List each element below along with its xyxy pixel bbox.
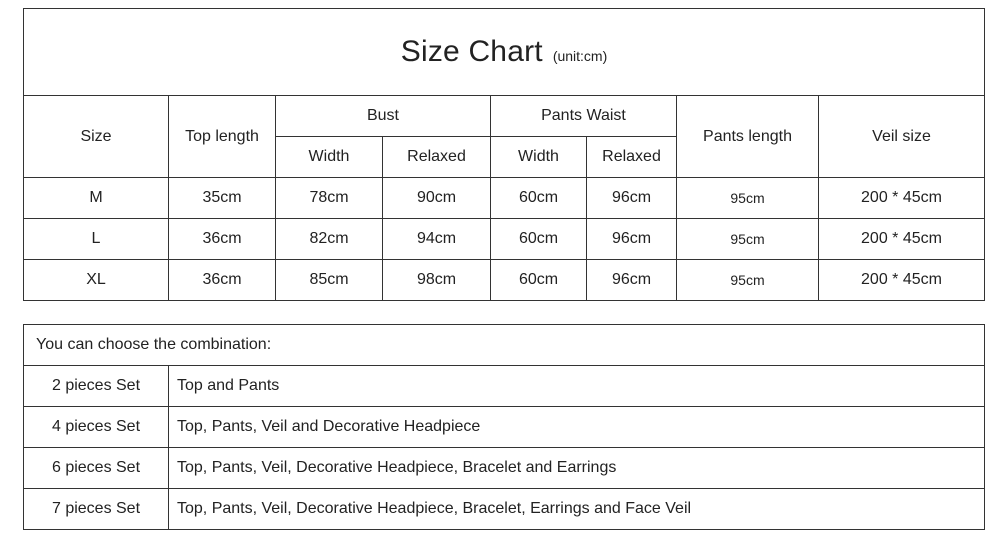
cell-top-length: 36cm xyxy=(169,260,276,301)
combination-row xyxy=(24,448,985,489)
cell-top-length: 36cm xyxy=(169,219,276,260)
cell-waist-relaxed: 96cm xyxy=(587,260,677,301)
cell-top-length: 35cm xyxy=(169,178,276,219)
header-top-length: Top length xyxy=(169,96,276,178)
table-row xyxy=(24,178,985,219)
header-pants-length: Pants length xyxy=(677,96,819,178)
combination-set-contents: Top, Pants, Veil, Decorative Headpiece, Bracelet, Earrings and Face Veil xyxy=(169,489,985,530)
combination-set-contents: Top, Pants, Veil and Decorative Headpiece xyxy=(169,407,985,448)
cell-size: M xyxy=(24,178,169,219)
combination-set-contents: Top and Pants xyxy=(169,366,985,407)
header-waist-relaxed: Relaxed xyxy=(587,137,677,178)
combination-title: You can choose the combination: xyxy=(24,325,985,366)
cell-bust-width: 78cm xyxy=(276,178,383,219)
combination-set-name: 4 pieces Set xyxy=(24,407,169,448)
cell-bust-relaxed: 90cm xyxy=(383,178,491,219)
header-pants-waist: Pants Waist xyxy=(491,96,677,137)
header-size: Size xyxy=(24,96,169,178)
header-bust-relaxed: Relaxed xyxy=(383,137,491,178)
combination-row xyxy=(24,366,985,407)
cell-pants-length: 95cm xyxy=(677,260,819,301)
cell-veil-size: 200 * 45cm xyxy=(819,219,985,260)
header-veil-size: Veil size xyxy=(819,96,985,178)
cell-waist-width: 60cm xyxy=(491,219,587,260)
size-chart-title-cell xyxy=(24,9,985,96)
cell-size: L xyxy=(24,219,169,260)
cell-bust-relaxed: 94cm xyxy=(383,219,491,260)
cell-veil-size: 200 * 45cm xyxy=(819,260,985,301)
header-bust: Bust xyxy=(276,96,491,137)
cell-pants-length: 95cm xyxy=(677,178,819,219)
size-chart-title: Size Chart xyxy=(400,35,543,68)
cell-bust-width: 85cm xyxy=(276,260,383,301)
combination-set-name: 7 pieces Set xyxy=(24,489,169,530)
header-bust-width: Width xyxy=(276,137,383,178)
cell-size: XL xyxy=(24,260,169,301)
combination-set-name: 6 pieces Set xyxy=(24,448,169,489)
table-row xyxy=(24,260,985,301)
cell-pants-length: 95cm xyxy=(677,219,819,260)
combination-row xyxy=(24,407,985,448)
combination-table xyxy=(23,324,985,530)
cell-bust-relaxed: 98cm xyxy=(383,260,491,301)
combination-set-contents: Top, Pants, Veil, Decorative Headpiece, Bracelet and Earrings xyxy=(169,448,985,489)
table-row xyxy=(24,219,985,260)
cell-waist-width: 60cm xyxy=(491,178,587,219)
cell-bust-width: 82cm xyxy=(276,219,383,260)
size-chart-unit: (unit:cm) xyxy=(552,48,608,64)
cell-waist-relaxed: 96cm xyxy=(587,178,677,219)
size-chart-table xyxy=(23,8,985,301)
combination-set-name: 2 pieces Set xyxy=(24,366,169,407)
cell-veil-size: 200 * 45cm xyxy=(819,178,985,219)
combination-row xyxy=(24,489,985,530)
cell-waist-relaxed: 96cm xyxy=(587,219,677,260)
cell-waist-width: 60cm xyxy=(491,260,587,301)
header-waist-width: Width xyxy=(491,137,587,178)
